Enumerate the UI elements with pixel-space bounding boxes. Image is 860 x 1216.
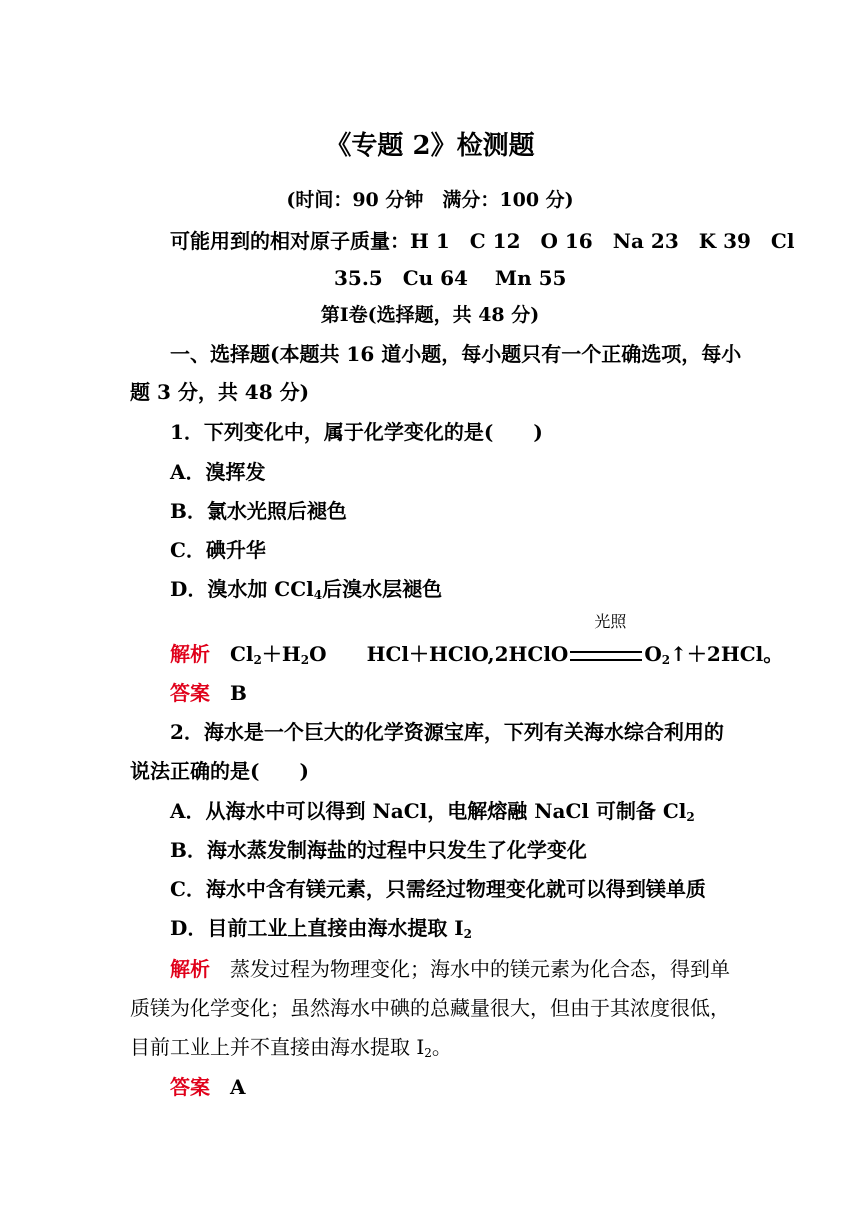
analysis-label: 解析 xyxy=(170,642,210,666)
part-intro-line-1: 一、选择题(本题共 16 道小题，每小题只有一个正确选项，每小 xyxy=(170,342,742,366)
part-intro-line-2: 题 3 分，共 48 分) xyxy=(130,380,310,404)
eq-sub: 2 xyxy=(253,653,262,667)
q2-option-a xyxy=(170,797,732,825)
q1-option-b: B．氯水光照后褪色 xyxy=(170,499,347,523)
q1-stem: 1．下列变化中，属于化学变化的是( ) xyxy=(170,420,543,444)
q1-option-d xyxy=(170,575,732,603)
answer-value: B xyxy=(230,681,247,705)
q2-option-b: B．海水蒸发制海盐的过程中只发生了化学变化 xyxy=(170,838,587,862)
q2-stem-line-2: 说法正确的是( ) xyxy=(130,759,309,783)
eq-h: ＋H xyxy=(261,642,301,666)
q1-option-d-sub: 4 xyxy=(313,588,323,602)
q2-analysis-line-1 xyxy=(170,955,732,983)
q2-analysis-end: 。 xyxy=(431,1035,452,1059)
page-title: 《专题 2》检测题 xyxy=(325,131,535,161)
q2-option-d-sub: 2 xyxy=(463,927,473,941)
q2-option-d-text: D．目前工业上直接由海水提取 I xyxy=(170,916,464,940)
q1-option-a: A．溴挥发 xyxy=(170,460,266,484)
q1-option-d-text-end: 后溴水层褪色 xyxy=(322,577,443,601)
q1-option-d-text: D．溴水加 CCl xyxy=(170,577,314,601)
q1-answer xyxy=(170,679,732,707)
eq-sub: 2 xyxy=(661,653,671,667)
time-info: (时间：90 分钟 满分：100 分) xyxy=(286,189,574,211)
q2-analysis-text: 目前工业上并不直接由海水提取 I xyxy=(130,1035,425,1059)
eq-o2: O xyxy=(644,642,662,666)
atomic-mass-line-1: 可能用到的相对原子质量：H 1 C 12 O 16 Na 23 K 39 Cl xyxy=(170,229,795,253)
eq-cl: Cl xyxy=(230,642,254,666)
analysis-label: 解析 xyxy=(170,957,210,981)
q2-option-c: C．海水中含有镁元素，只需经过物理变化就可以得到镁单质 xyxy=(170,877,706,901)
q2-option-a-sub: 2 xyxy=(686,810,695,824)
q1-analysis xyxy=(170,612,784,668)
eq-products: HCl＋HClO,2HClO xyxy=(366,642,569,666)
q2-answer xyxy=(170,1073,732,1101)
answer-value: A xyxy=(230,1075,246,1099)
section-title: 第Ⅰ卷(选择题，共 48 分) xyxy=(320,304,540,326)
eq-o: O xyxy=(309,642,327,666)
q2-option-a-text: A．从海水中可以得到 NaCl，电解熔融 NaCl 可制备 Cl xyxy=(170,799,687,823)
equals-sign xyxy=(570,651,642,661)
q2-option-d xyxy=(170,914,732,942)
q1-option-c: C．碘升华 xyxy=(170,538,266,562)
atomic-mass-line-2: 35.5 Cu 64 Mn 55 xyxy=(334,266,567,290)
q2-analysis-text: 蒸发过程为物理变化；海水中的镁元素为化合态，得到单 xyxy=(230,957,730,981)
reaction-arrow xyxy=(568,612,644,668)
arrow-condition: 光照 xyxy=(594,612,627,631)
eq-sub: 2 xyxy=(300,653,310,667)
answer-label: 答案 xyxy=(170,1075,210,1099)
q2-stem-line-1: 2．海水是一个巨大的化学资源宝库，下列有关海水综合利用的 xyxy=(170,720,724,744)
answer-label: 答案 xyxy=(170,681,210,705)
q2-analysis-sub: 2 xyxy=(424,1046,432,1060)
q2-analysis-line-3 xyxy=(130,1033,732,1061)
q2-analysis-line-2: 质镁为化学变化；虽然海水中碘的总藏量很大，但由于其浓度很低， xyxy=(130,996,730,1020)
eq-end: ↑＋2HCl。 xyxy=(670,642,784,666)
